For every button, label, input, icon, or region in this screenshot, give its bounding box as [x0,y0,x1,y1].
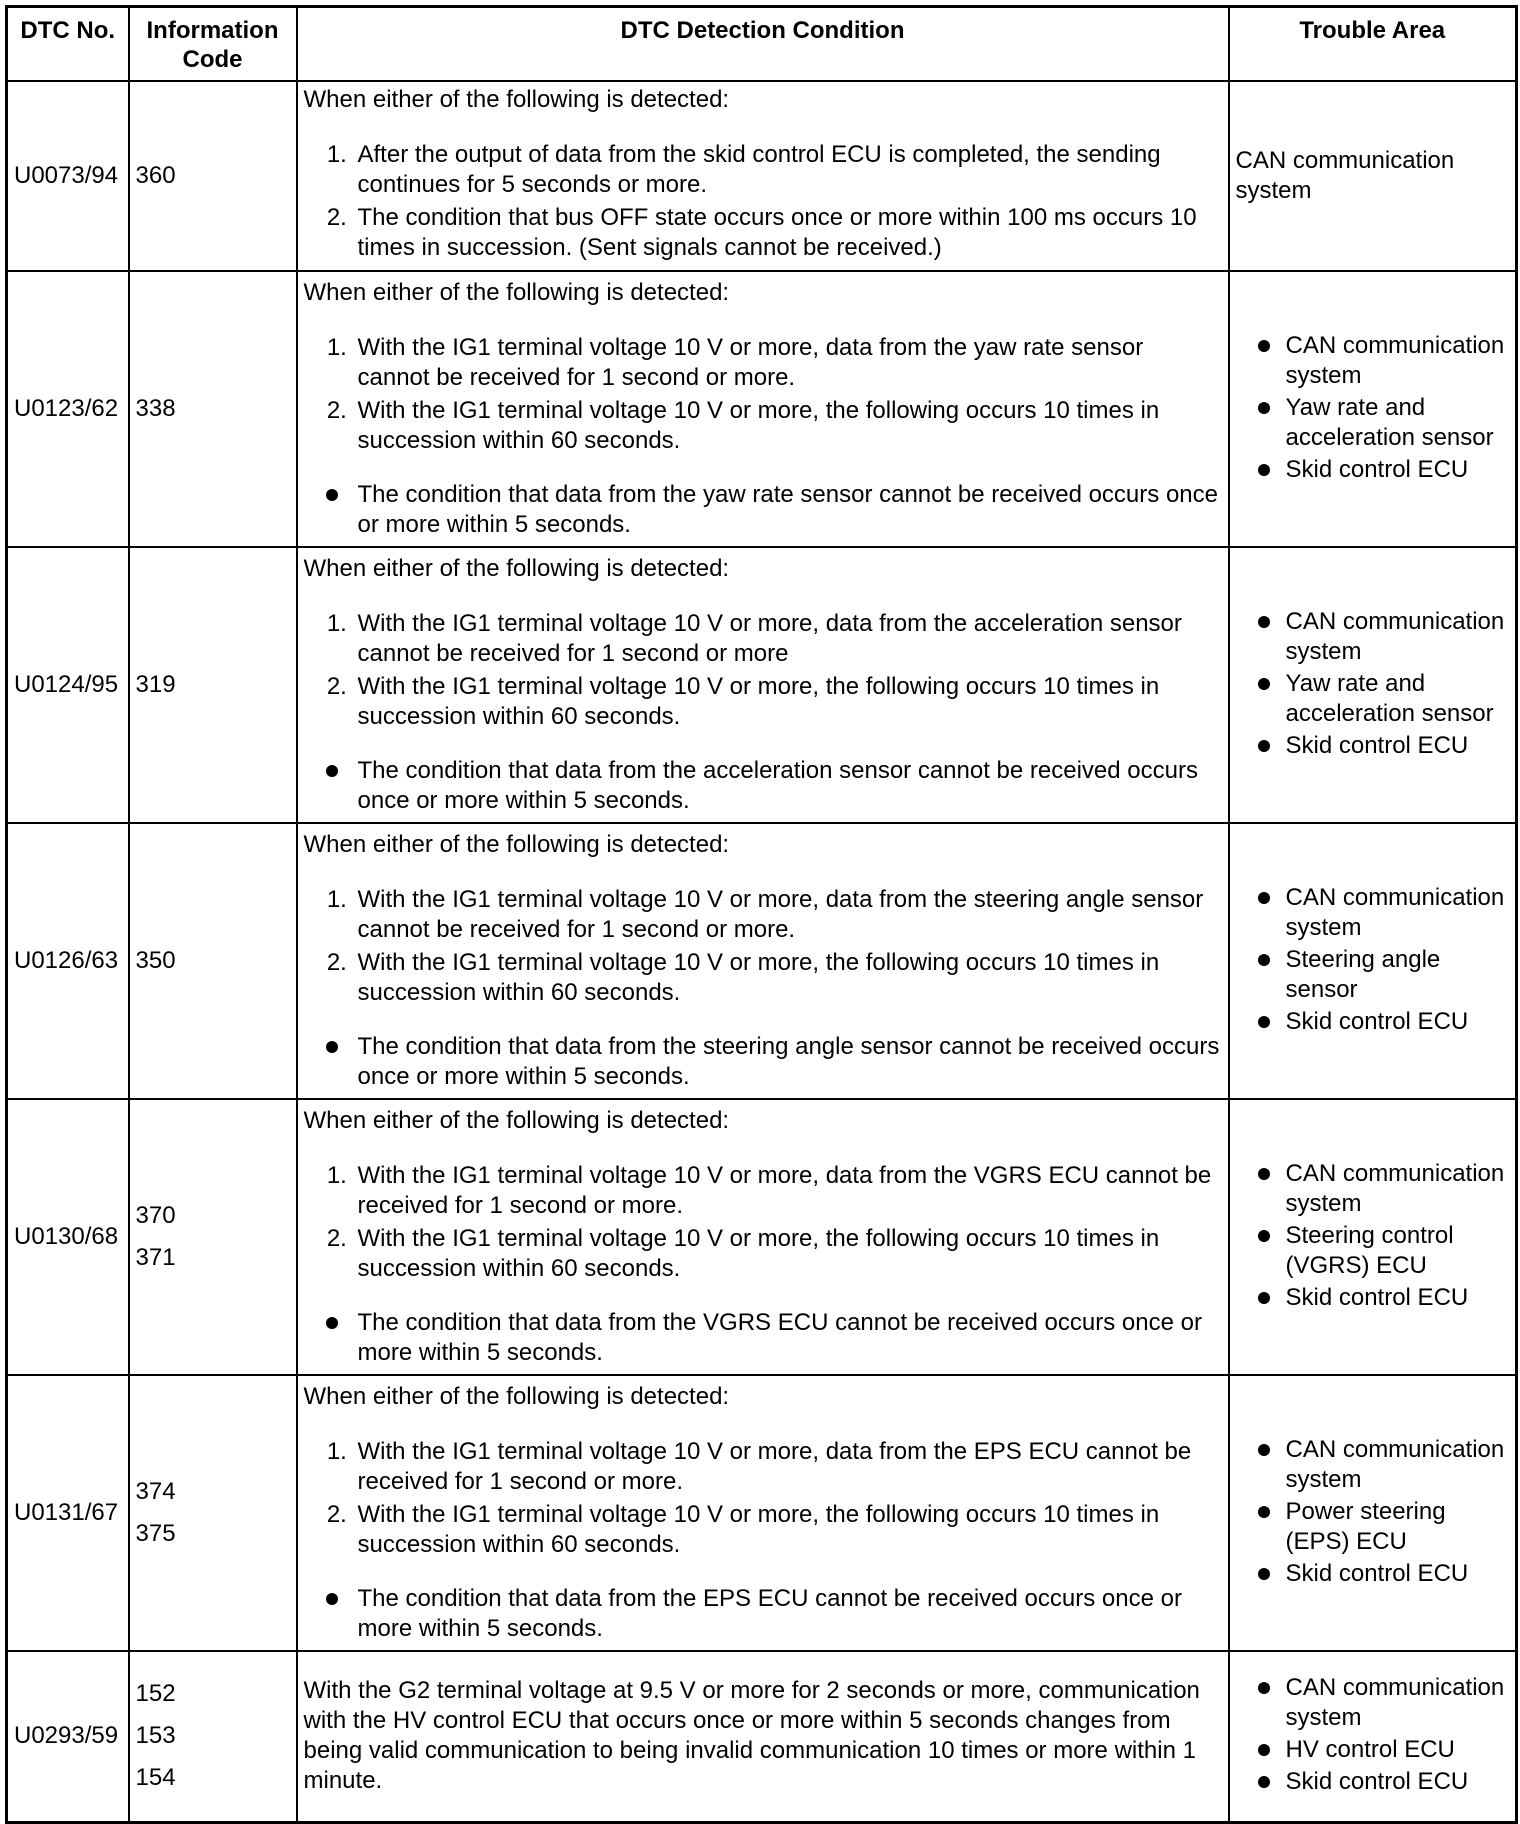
trouble-area-cell [1229,81,1517,271]
condition-intro: When either of the following is detected: [303,554,730,582]
detection-condition-cell [297,81,1229,271]
trouble-area-text: CAN communication system [1235,146,1455,204]
dtc-table [5,5,1518,1824]
condition-bullet: The condition that data from the yaw rate sensor cannot be received occurs once or more within 5 seconds. [354,480,1222,540]
condition-step: 2. With the IG1 terminal voltage 10 V or more, the following occurs 10 times in succession within 60 seconds. [354,948,1222,1008]
condition-bullets [304,756,1222,816]
trouble-area-item: CAN communication system [1286,607,1510,667]
trouble-area-list [1236,607,1510,761]
condition-intro: When either of the following is detected: [303,86,730,113]
condition-step: 1. With the IG1 terminal voltage 10 V or more, data from the acceleration sensor cannot be received for 1 second or more [354,609,1222,669]
table-header-row [7,7,1517,81]
dtc-number: U0130/68 [7,1099,129,1375]
information-code: 370 [135,1201,176,1229]
information-code: 319 [135,670,176,698]
information-code: 350 [135,946,176,974]
trouble-area-item: Steering angle sensor [1286,945,1510,1005]
trouble-area-cell [1229,547,1517,823]
trouble-area-item: Skid control ECU [1286,1559,1510,1589]
trouble-area-item: Skid control ECU [1286,1007,1510,1037]
trouble-area-list [1236,331,1510,485]
table-row [7,547,1517,823]
trouble-area-item: Yaw rate and acceleration sensor [1286,669,1510,729]
condition-intro: When either of the following is detected: [303,1382,730,1410]
condition-step: 1. With the IG1 terminal voltage 10 V or more, data from the yaw rate sensor cannot be received for 1 second or more. [354,333,1222,393]
trouble-area-item: CAN communication system [1286,331,1510,391]
condition-steps [304,1437,1222,1560]
condition-bullet: The condition that data from the VGRS ECU cannot be received occurs once or more within 5 seconds. [354,1308,1222,1368]
table-row [7,823,1517,1099]
condition-step: 2. The condition that bus OFF state occurs once or more within 100 ms occurs 10 times in succession. (Sent signals cannot be received.) [354,203,1222,263]
information-code: 154 [135,1764,176,1792]
trouble-area-cell [1229,1651,1517,1823]
condition-steps [304,1161,1222,1284]
header-detection-condition: DTC Detection Condition [297,7,1229,81]
information-code: 153 [135,1722,176,1750]
trouble-area-item: CAN communication system [1286,1673,1510,1733]
trouble-area-cell [1229,1099,1517,1375]
information-code: 152 [135,1680,176,1708]
table-body [7,81,1517,1823]
detection-condition-cell [297,271,1229,547]
condition-step: 2. With the IG1 terminal voltage 10 V or more, the following occurs 10 times in succession within 60 seconds. [354,1500,1222,1560]
header-information-code: Information Code [129,7,297,81]
detection-condition-cell [297,1651,1229,1823]
condition-steps [304,885,1222,1008]
table-row [7,81,1517,271]
dtc-number: U0123/62 [7,271,129,547]
detection-condition-cell [297,1375,1229,1651]
condition-intro: When either of the following is detected: [303,1106,730,1134]
trouble-area-item: CAN communication system [1286,1435,1510,1495]
information-code-cell [129,547,297,823]
dtc-number: U0131/67 [7,1375,129,1651]
condition-steps [304,333,1222,456]
condition-bullets [304,1584,1222,1644]
header-trouble-area: Trouble Area [1229,7,1517,81]
trouble-area-item: Power steering (EPS) ECU [1286,1497,1510,1557]
condition-intro: When either of the following is detected: [303,278,730,306]
condition-step: 1. With the IG1 terminal voltage 10 V or more, data from the EPS ECU cannot be received for 1 second or more. [354,1437,1222,1497]
condition-bullet: The condition that data from the steering angle sensor cannot be received occurs once or more within 5 seconds. [354,1032,1222,1092]
trouble-area-item: CAN communication system [1286,1159,1510,1219]
condition-steps [304,140,1222,263]
condition-intro: When either of the following is detected: [303,830,730,858]
trouble-area-item: Skid control ECU [1286,1283,1510,1313]
trouble-area-cell [1229,1375,1517,1651]
information-code: 360 [135,161,176,189]
information-code: 371 [135,1243,176,1271]
trouble-area-list [1236,1435,1510,1589]
dtc-number: U0126/63 [7,823,129,1099]
trouble-area-item: Steering control (VGRS) ECU [1286,1221,1510,1281]
condition-bullet: The condition that data from the EPS ECU cannot be received occurs once or more within 5 seconds. [354,1584,1222,1644]
trouble-area-item: CAN communication system [1286,883,1510,943]
trouble-area-cell [1229,271,1517,547]
table-row [7,1651,1517,1823]
condition-step: 2. With the IG1 terminal voltage 10 V or more, the following occurs 10 times in succession within 60 seconds. [354,396,1222,456]
condition-step: 1. After the output of data from the skid control ECU is completed, the sending continues for 5 seconds or more. [354,140,1222,200]
information-code-cell [129,1375,297,1651]
condition-step: 1. With the IG1 terminal voltage 10 V or more, data from the steering angle sensor cannot be received for 1 second or more. [354,885,1222,945]
condition-bullet: The condition that data from the acceleration sensor cannot be received occurs once or more within 5 seconds. [354,756,1222,816]
trouble-area-cell [1229,823,1517,1099]
information-code-cell [129,1651,297,1823]
detection-condition-cell [297,823,1229,1099]
condition-paragraph: With the G2 terminal voltage at 9.5 V or more for 2 seconds or more, communication with the HV control ECU that occurs once or more within 5 seconds changes from being valid communication to being invalid communication 10 times or more within 1 minute. [303,1677,1200,1795]
detection-condition-cell [297,547,1229,823]
condition-bullets [304,480,1222,540]
trouble-area-list [1236,883,1510,1037]
information-code-cell [129,271,297,547]
dtc-number: U0073/94 [7,81,129,271]
condition-step: 2. With the IG1 terminal voltage 10 V or more, the following occurs 10 times in succession within 60 seconds. [354,672,1222,732]
detection-condition-cell [297,1099,1229,1375]
condition-step: 1. With the IG1 terminal voltage 10 V or more, data from the VGRS ECU cannot be received for 1 second or more. [354,1161,1222,1221]
trouble-area-item: HV control ECU [1286,1735,1510,1765]
condition-bullets [304,1308,1222,1368]
information-code-cell [129,81,297,271]
trouble-area-item: Yaw rate and acceleration sensor [1286,393,1510,453]
trouble-area-item: Skid control ECU [1286,731,1510,761]
header-dtc-no: DTC No. [7,7,129,81]
condition-steps [304,609,1222,732]
dtc-number: U0124/95 [7,547,129,823]
table-row [7,271,1517,547]
trouble-area-item: Skid control ECU [1286,455,1510,485]
table-row [7,1099,1517,1375]
information-code: 375 [135,1519,176,1547]
condition-step: 2. With the IG1 terminal voltage 10 V or more, the following occurs 10 times in succession within 60 seconds. [354,1224,1222,1284]
dtc-number: U0293/59 [7,1651,129,1823]
information-code: 374 [135,1477,176,1505]
information-code-cell [129,823,297,1099]
information-code-cell [129,1099,297,1375]
table-row [7,1375,1517,1651]
trouble-area-item: Skid control ECU [1286,1767,1510,1797]
trouble-area-list [1236,1159,1510,1313]
information-code: 338 [135,394,176,422]
condition-bullets [304,1032,1222,1092]
trouble-area-list [1236,1673,1510,1797]
